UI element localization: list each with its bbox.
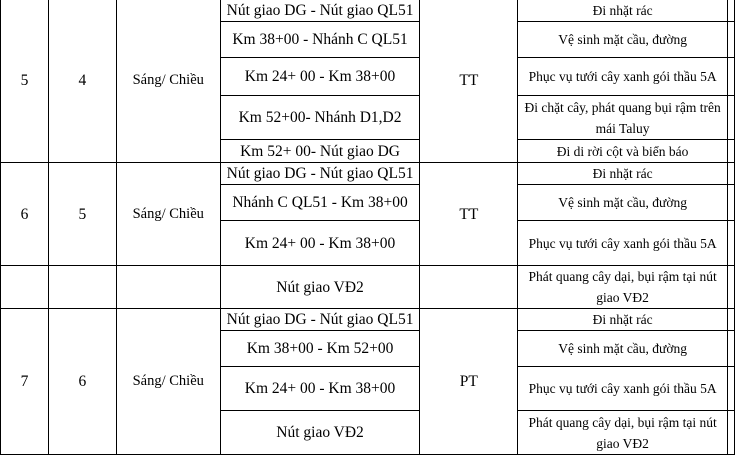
location-cell: Nút giao VĐ2 [220,266,420,309]
margin-cell [727,0,734,22]
task-cell: Phát quang cây dại, bụi rậm tại nút giao VĐ2 [518,266,728,309]
task-cell: Đi nhặt rác [518,163,728,185]
session-cell: Sáng/ Chiều [116,309,220,455]
team-cell: PT [420,309,518,455]
week-cell: 4 [48,0,116,163]
table-row [1,309,735,331]
task-cell: Đi chặt cây, phát quang bụi rậm trên mái Taluy [518,96,728,140]
margin-cell [727,163,734,185]
location-cell: Km 38+00 - Nhánh C QL51 [220,22,420,58]
task-cell: Phục vụ tưới cây xanh gói thầu 5A [518,221,728,266]
week-cell-empty [48,266,116,309]
location-cell: Nút giao DG - Nút giao QL51 [220,309,420,331]
margin-cell [727,96,734,140]
task-cell: Phát quang cây dại, bụi rậm tại nút giao VĐ2 [518,411,728,455]
table-row [1,163,735,185]
margin-cell [727,221,734,266]
location-cell: Km 24+ 00 - Km 38+00 [220,221,420,266]
team-cell: TT [420,163,518,266]
stt-cell: 6 [1,163,49,266]
margin-cell [727,367,734,411]
task-cell: Phục vụ tưới cây xanh gói thầu 5A [518,367,728,411]
location-cell: Nút giao DG - Nút giao QL51 [220,163,420,185]
margin-cell [727,58,734,96]
team-cell-empty [420,266,518,309]
session-cell-empty [116,266,220,309]
task-cell: Đi nhặt rác [518,0,728,22]
location-cell: Nút giao VĐ2 [220,411,420,455]
location-cell: Km 38+00 - Km 52+00 [220,331,420,367]
table-row [1,266,735,309]
location-cell: Km 24+ 00 - Km 38+00 [220,367,420,411]
location-cell: Nút giao DG - Nút giao QL51 [220,0,420,22]
location-cell: Km 52+00- Nhánh D1,D2 [220,96,420,140]
week-cell: 5 [48,163,116,266]
team-cell: TT [420,0,518,163]
location-cell: Km 52+ 00- Nút giao DG [220,140,420,163]
margin-cell [727,140,734,163]
location-cell: Nhánh C QL51 - Km 38+00 [220,185,420,221]
margin-cell [727,266,734,309]
location-cell: Km 24+ 00 - Km 38+00 [220,58,420,96]
task-cell: Vệ sinh mặt cầu, đường [518,185,728,221]
table-row [1,0,735,22]
session-cell: Sáng/ Chiều [116,163,220,266]
margin-cell [727,331,734,367]
margin-cell [727,185,734,221]
task-cell: Phục vụ tưới cây xanh gói thầu 5A [518,58,728,96]
stt-cell: 5 [1,0,49,163]
margin-cell [727,22,734,58]
task-cell: Đi di rời cột và biển báo [518,140,728,163]
task-cell: Vệ sinh mặt cầu, đường [518,331,728,367]
week-cell: 6 [48,309,116,455]
stt-cell: 7 [1,309,49,455]
session-cell: Sáng/ Chiều [116,0,220,163]
margin-cell [727,411,734,455]
task-cell: Vệ sinh mặt cầu, đường [518,22,728,58]
stt-cell-empty [1,266,49,309]
task-cell: Đi nhặt rác [518,309,728,331]
margin-cell [727,309,734,331]
